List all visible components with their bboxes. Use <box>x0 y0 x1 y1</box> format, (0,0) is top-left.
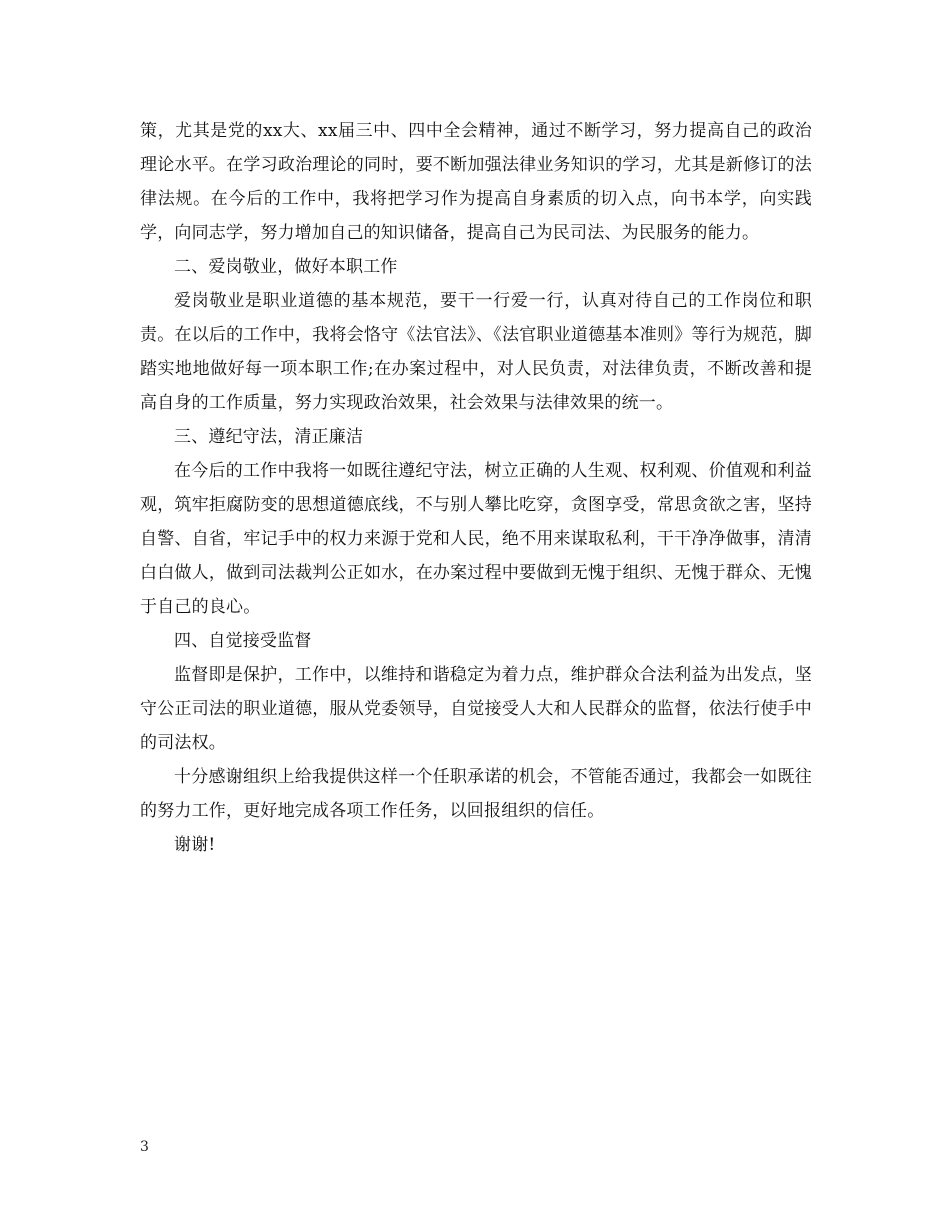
paragraph-supervision: 监督即是保护，工作中，以维持和谐稳定为着力点，维护群众合法利益为出发点，坚守公正司法的职业道德，服从党委领导，自觉接受人大和人民群众的监督，依法行使手中的司法权。 <box>140 665 812 753</box>
paragraph-continued-study: 策，尤其是党的xx大、xx届三中、四中全会精神，通过不断学习，努力提高自己的政治理论水平。在学习政治理论的同时，要不断加强法律业务知识的学习，尤其是新修订的法律法规。在今后的工作中，我将把学习作为提高自身素质的切入点，向书本学，向实践学，向同志学，努力增加自己的知识储备，提高自己为民司法、为民服务的能力。 <box>140 121 812 243</box>
paragraph-discipline: 在今后的工作中我将一如既往遵纪守法，树立正确的人生观、权利观、价值观和利益观，筑牢拒腐防变的思想道德底线，不与别人攀比吃穿，贪图享受，常思贪欲之害，坚持自警、自省，牢记手中的权力来源于党和人民，绝不用来谋取私利，干干净净做事，清清白白做人，做到司法裁判公正如水，在办案过程中要做到无愧于组织、无愧于群众、无愧于自己的良心。 <box>140 461 812 617</box>
paragraph-thanks: 谢谢! <box>174 835 216 855</box>
paragraph-gratitude: 十分感谢组织上给我提供这样一个任职承诺的机会，不管能否通过，我都会一如既往的努力工作，更好地完成各项工作任务，以回报组织的信任。 <box>140 767 812 821</box>
section-heading-4: 四、自觉接受监督 <box>174 631 312 651</box>
paragraph-dedication: 爱岗敬业是职业道德的基本规范，要干一行爱一行，认真对待自己的工作岗位和职责。在以后的工作中，我将会恪守《法官法》、《法官职业道德基本准则》等行为规范，脚踏实地地做好每一项本职工作;在办案过程中，对人民负责，对法律负责，不断改善和提高自身的工作质量，努力实现政治效果，社会效果与法律效果的统一。 <box>140 291 812 413</box>
section-heading-2: 二、爱岗敬业，做好本职工作 <box>174 257 398 277</box>
page-number: 3 <box>140 1139 149 1155</box>
section-heading-3: 三、遵纪守法，清正廉洁 <box>174 427 364 447</box>
document-body <box>140 114 812 862</box>
